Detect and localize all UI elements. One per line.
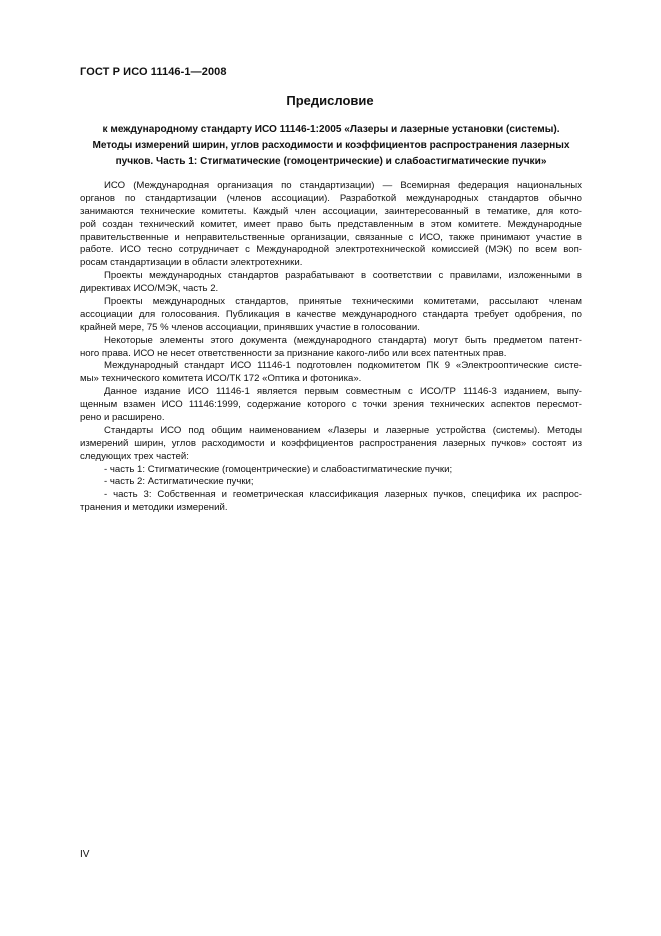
- body-line: мы» технического комитета ИСО/ТК 172 «Оптика и фотоника».: [80, 373, 362, 385]
- body-line: Проекты международных стандартов, принятые техническими комитетами, рассылают членам: [104, 296, 582, 308]
- body-line: правительственные и неправительственные организации, связанные с ИСО, также принимают участие в: [80, 231, 582, 243]
- foreword-body: [80, 180, 582, 515]
- body-line: директивах ИСО/МЭК, часть 2.: [80, 283, 219, 295]
- body-line: росам стандартизации в области электротехники.: [80, 257, 303, 269]
- body-line: - часть 2: Астигматические пучки;: [104, 476, 254, 488]
- body-line: измерений ширин, углов расходимости и коэффициентов распространения лазерных пучков» состоят из: [80, 437, 582, 449]
- body-line: ИСО (Международная организация по стандартизации) — Всемирная федерация национальных: [104, 180, 582, 191]
- subtitle-line: Методы измерений ширин, углов расходимости и коэффициентов распространения лазерных: [92, 140, 570, 151]
- body-line: Данное издание ИСО 11146-1 является первым совместным с ИСО/ТР 11146-3 изданием, выпу-: [104, 386, 582, 398]
- body-line: Проекты международных стандартов разрабатывают в соответствии с правилами, изложенными в: [104, 270, 582, 282]
- body-line: следующих трех частей:: [80, 450, 189, 462]
- body-line: рой создан технический комитет, имеет право быть представленным в этом комитете. Международные: [80, 218, 582, 230]
- body-line: крайней мере, 75 % членов ассоциации, принявших участие в голосовании.: [80, 321, 420, 333]
- body-line: рено и расширено.: [80, 412, 165, 424]
- body-line: занимаются технические комитеты. Каждый член ассоциации, заинтересованный в тематике, для кото-: [80, 205, 582, 217]
- body-line: транения и методики измерений.: [80, 502, 228, 514]
- body-line: Некоторые элементы этого документа (международного стандарта) могут быть предметом патент-: [104, 334, 582, 346]
- subtitle-line: пучков. Часть 1: Стигматические (гомоцентрические) и слабоастигматические пучки»: [115, 156, 547, 167]
- section-subtitle: [80, 122, 582, 170]
- body-line: ного права. ИСО не несет ответственности за признание какого-либо или всех патентных прав.: [80, 347, 507, 359]
- body-line: работе. ИСО тесно сотрудничает с Международной электротехнической комиссией (МЭК) по всем воп-: [80, 244, 582, 256]
- subtitle-line: к международному стандарту ИСО 11146-1:2005 «Лазеры и лазерные установки (системы).: [102, 124, 560, 135]
- body-line: ассоциации для голосования. Публикация в качестве международного стандарта требует одобрения, по: [80, 308, 582, 320]
- body-line: - часть 3: Собственная и геометрическая классификация лазерных пучков, специфика их распрос-: [104, 489, 582, 501]
- document-code: ГОСТ Р ИСО 11146-1—2008: [80, 66, 227, 78]
- body-line: Международный стандарт ИСО 11146-1 подготовлен подкомитетом ПК 9 «Электрооптические систе-: [104, 360, 582, 372]
- page-number: IV: [80, 849, 90, 860]
- body-line: - часть 1: Стигматические (гомоцентрические) и слабоастигматические пучки;: [104, 463, 453, 475]
- body-line: Стандарты ИСО под общим наименованием «Лазеры и лазерные устройства (системы). Методы: [104, 424, 582, 436]
- body-line: щенным взамен ИСО 11146:1999, содержание которого с точки зрения технических аспектов пересмот-: [80, 399, 582, 411]
- section-title: Предисловие: [286, 93, 374, 108]
- body-line: органов по стандартизации (членов ассоциации). Разработкой международных стандартов обычно: [80, 192, 582, 204]
